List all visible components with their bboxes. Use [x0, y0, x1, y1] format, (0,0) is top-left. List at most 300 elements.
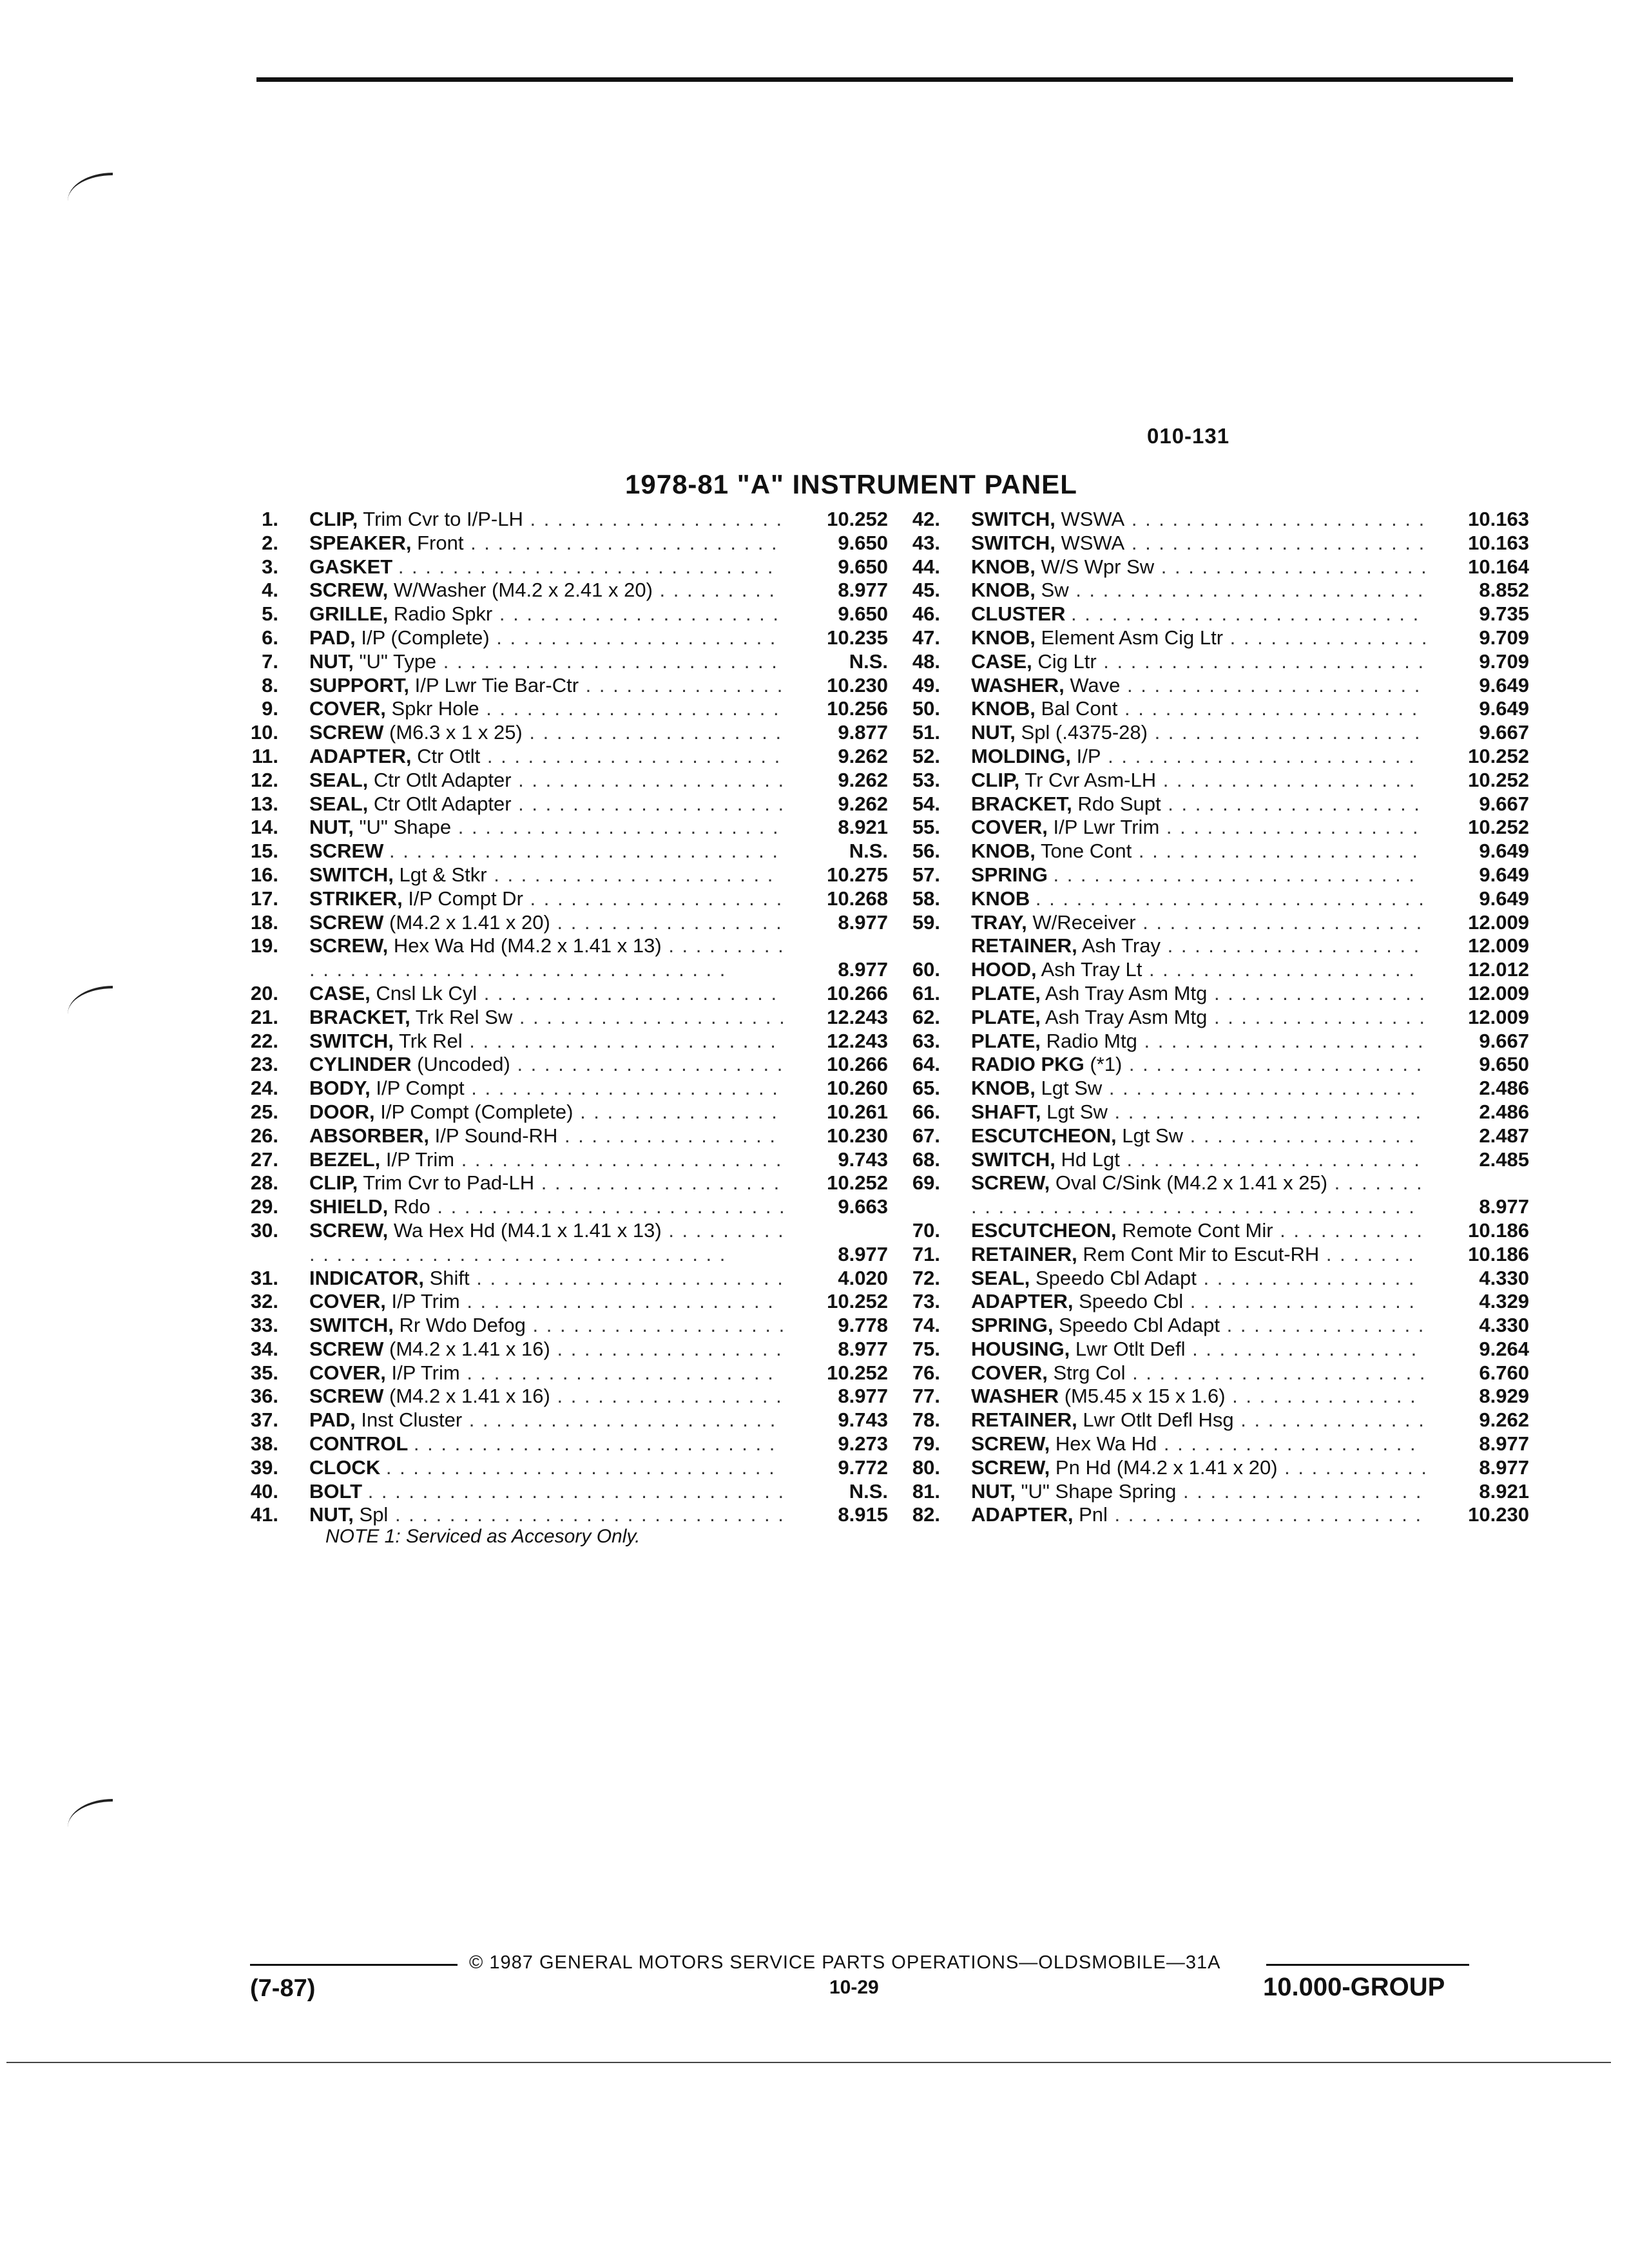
group-reference: 9.667: [1479, 792, 1529, 815]
group-reference: 8.977: [1479, 1456, 1529, 1479]
part-detail: Ctr Otlt: [417, 744, 481, 767]
dot-leader: . . . . . . . . . . . . . . . .: [1213, 1005, 1426, 1028]
part-description: [309, 1100, 786, 1124]
part-description: [309, 1195, 786, 1219]
dot-leader: . . . . . . . . . . . . . . . . . . .: [1166, 816, 1420, 839]
part-detail: Element Asm Cig Ltr: [1041, 626, 1224, 649]
part-number: 56.: [912, 840, 940, 863]
part-name: COVER,: [309, 697, 386, 720]
part-name: GASKET: [309, 555, 393, 578]
part-detail: W/Receiver: [1032, 910, 1136, 934]
group-reference: 8.977: [1479, 1432, 1529, 1456]
part-number: 14.: [250, 816, 278, 839]
part-detail: Strg Col: [1053, 1361, 1126, 1384]
dot-leader: . . . . . . . . . . . . . . . . . . .: [1163, 1432, 1417, 1456]
group-reference: 9.262: [1479, 1408, 1529, 1432]
part-detail: Ash Tray Asm Mtg: [1045, 981, 1208, 1004]
part-name: KNOB,: [971, 579, 1036, 602]
part-description: [309, 863, 786, 887]
part-name: RETAINER,: [971, 1408, 1077, 1432]
group-reference: 9.264: [1479, 1337, 1529, 1360]
group-reference: 9.735: [1479, 602, 1529, 626]
part-detail: Ash Tray Lt: [1041, 958, 1142, 981]
part-detail: I/P Compt: [376, 1077, 465, 1100]
part-name: SEAL,: [309, 792, 369, 815]
group-reference: 9.262: [838, 792, 888, 815]
part-name: KNOB,: [971, 1077, 1036, 1100]
part-name: ESCUTCHEON,: [971, 1124, 1117, 1147]
dot-leader: . . . . . . . . . . . . . . . . . . . . . . .: [470, 531, 778, 554]
part-description: [971, 816, 1429, 840]
part-description: [309, 816, 786, 840]
part-number: 28.: [250, 1171, 278, 1195]
part-description: [309, 602, 786, 626]
part-number: 51.: [912, 721, 940, 744]
part-name: NUT,: [971, 1479, 1016, 1503]
part-name: RADIO PKG: [971, 1053, 1084, 1076]
part-name: PAD,: [309, 626, 356, 649]
part-name: ADAPTER,: [971, 1290, 1074, 1313]
part-detail: Tone Cont: [1040, 840, 1132, 863]
part-name: BRACKET,: [971, 792, 1072, 815]
part-description: [971, 1314, 1429, 1338]
part-description: [971, 863, 1429, 887]
group-reference: 12.009: [1468, 934, 1529, 957]
part-description: [309, 1077, 786, 1100]
part-description: [971, 1171, 1429, 1219]
part-detail: Lgt & Stkr: [399, 863, 487, 886]
part-number: 81.: [912, 1479, 940, 1503]
part-description: [971, 1077, 1429, 1100]
part-number: 24.: [250, 1077, 278, 1100]
group-reference: 9.650: [838, 531, 888, 554]
group-reference: 8.977: [838, 958, 888, 981]
part-number: 80.: [912, 1456, 940, 1479]
dot-leader: . . . . . . . . . . . . . . . . . . . .: [518, 792, 786, 815]
part-name: SWITCH,: [971, 531, 1055, 554]
part-name: SCREW,: [309, 579, 389, 602]
dot-leader: . . . . . . . . . . . . . . . . . . . . . . .: [467, 1290, 775, 1313]
part-description: [309, 769, 786, 793]
part-description: [971, 745, 1429, 769]
dot-leader: . . . . . . . . . . . . . . . . . . . . . . . . . . . . .: [1035, 887, 1425, 910]
part-detail: Rdo Supt: [1077, 792, 1161, 815]
dot-leader: . . . . . . . . . . . . . . . . . . . . . . . .: [1103, 649, 1425, 673]
part-description: [309, 1148, 786, 1172]
part-detail: (M4.2 x 1.41 x 16): [389, 1337, 550, 1360]
dot-leader: . . . . . . . . . . . . . . . . . . . . . .: [1131, 508, 1426, 530]
part-name: COVER,: [309, 1361, 386, 1384]
part-description: [971, 1053, 1429, 1077]
part-detail: I/P: [1076, 744, 1101, 767]
dot-leader: . . . . . . . . . . . . . . . . . . . . . . . . . .: [1075, 579, 1425, 602]
part-name: SPRING,: [971, 1314, 1054, 1337]
part-detail: Ash Tray Asm Mtg: [1045, 1005, 1208, 1028]
part-number: 52.: [912, 744, 940, 767]
part-detail: I/P Lwr Trim: [1053, 816, 1160, 839]
dot-leader: . . . . . . . . . . . . . . . . . . . . .: [494, 863, 775, 886]
part-number: 1.: [262, 508, 278, 530]
part-description: [971, 1124, 1429, 1148]
part-description: [971, 650, 1429, 674]
part-name: KNOB: [971, 887, 1030, 910]
dot-leader: . . . . . . . . . . . . . . . .: [1213, 981, 1426, 1004]
part-number: 15.: [250, 840, 278, 863]
part-name: SCREW: [309, 910, 384, 934]
part-description: [309, 793, 786, 816]
dot-leader: . . . . . . . . . . . . . . . . .: [1192, 1337, 1418, 1360]
part-number: 19.: [250, 934, 278, 957]
part-number: 21.: [250, 1005, 278, 1028]
dot-leader: . . . . . . . . . . . . . . . . . . . . . . . . . . . . . . . . . . . . . . . .: [309, 934, 785, 981]
part-detail: "U" Type: [359, 649, 437, 673]
part-detail: "U" Shape Spring: [1021, 1479, 1177, 1503]
dot-leader: . . . . . . . . . . . . . . . . . . . . . . . . . . . . . . .: [367, 1479, 786, 1503]
part-name: SCREW: [309, 840, 384, 863]
group-reference: 9.649: [1479, 863, 1529, 886]
part-detail: Lgt Sw: [1122, 1124, 1184, 1147]
group-reference: 8.977: [838, 910, 888, 934]
dot-leader: . . . . . . . . . . . . . . . . .: [1190, 1124, 1416, 1147]
part-description: [971, 1503, 1429, 1527]
dot-leader: . . . . . . . . . . . . . . .: [1226, 1314, 1425, 1337]
part-name: SCREW: [309, 1337, 384, 1360]
revision-date: (7-87): [250, 1975, 316, 2002]
group-reference: 9.877: [838, 721, 888, 744]
dot-leader: . . . . . . .: [1325, 1242, 1415, 1265]
part-number: 18.: [250, 910, 278, 934]
part-description: [971, 1408, 1429, 1432]
part-name: SWITCH,: [971, 508, 1055, 530]
part-number: 75.: [912, 1337, 940, 1360]
footer-rule-left: [250, 1964, 458, 1966]
part-description: [309, 1267, 786, 1291]
part-name: CLIP,: [309, 508, 358, 530]
dot-leader: . . . . . . . . . . . . . . . . . . . . . .: [486, 697, 780, 720]
part-number: 11.: [251, 744, 278, 767]
part-detail: Trk Rel Sw: [415, 1005, 513, 1028]
part-number: 45.: [912, 579, 940, 602]
part-number: 22.: [250, 1029, 278, 1052]
group-reference: 9.649: [1479, 887, 1529, 910]
dot-leader: . . . . . . . . . . . . . . . . . . . . .: [496, 626, 777, 649]
group-reference: 12.009: [1468, 1005, 1529, 1028]
part-number: 39.: [250, 1456, 278, 1479]
part-detail: (Uncoded): [417, 1053, 510, 1076]
part-description: [309, 1456, 786, 1480]
part-number: 25.: [250, 1100, 278, 1123]
dot-leader: . . . . . . . . . . . . . . . . . . . . . . . . . . . . .: [389, 840, 779, 863]
copyright-line: © 1987 GENERAL MOTORS SERVICE PARTS OPERATIONS—OLDSMOBILE—31A: [469, 1952, 1221, 1973]
part-number: 76.: [912, 1361, 940, 1384]
part-name: SCREW,: [971, 1171, 1050, 1195]
part-name: SEAL,: [971, 1266, 1030, 1289]
part-number: 73.: [912, 1290, 940, 1313]
part-name: SEAL,: [309, 768, 369, 791]
part-number: 33.: [250, 1314, 278, 1337]
page-number: 10-29: [829, 1977, 879, 1998]
part-detail: (M4.2 x 1.41 x 16): [389, 1385, 550, 1408]
part-name: WASHER: [971, 1385, 1059, 1408]
dot-leader: . . . . . . . . . . . . . . . . . . . . . . .: [467, 1361, 775, 1384]
part-name: STRIKER,: [309, 887, 403, 910]
group-reference: 10.261: [827, 1100, 888, 1123]
part-number: 8.: [262, 673, 278, 697]
group-reference: 8.921: [1479, 1479, 1529, 1503]
part-description: [971, 508, 1429, 532]
dot-leader: . . . . . . . . . . . . . . . . . . .: [530, 508, 784, 530]
part-number: 65.: [912, 1077, 940, 1100]
group-reference: 10.252: [827, 508, 888, 530]
part-description: [971, 1148, 1429, 1172]
part-description: [971, 840, 1429, 863]
part-detail: (M4.2 x 1.41 x 20): [389, 910, 550, 934]
part-number: 42.: [912, 508, 940, 530]
part-detail: I/P Compt Dr: [408, 887, 523, 910]
part-name: COVER,: [971, 1361, 1048, 1384]
binder-hole-mark: [68, 1799, 113, 1827]
part-description: [309, 697, 786, 721]
group-reference: 9.663: [838, 1195, 888, 1218]
group-reference: 10.186: [1468, 1242, 1529, 1265]
part-detail: Lgt Sw: [1046, 1100, 1108, 1123]
part-description: [309, 745, 786, 769]
group-reference: 10.275: [827, 863, 888, 886]
part-number: 4.: [262, 579, 278, 602]
dot-leader: . . . . . . . . . . .: [1284, 1456, 1429, 1479]
part-name: SCREW: [309, 721, 384, 744]
dot-leader: . . . . . . . . . . . . . . . . . . . . . . . . . . . . .: [385, 1456, 776, 1479]
group-reference: N.S.: [849, 649, 888, 673]
part-detail: Hex Wa Hd (M4.2 x 1.41 x 13): [393, 934, 662, 957]
part-number: 57.: [912, 863, 940, 886]
part-number: 20.: [250, 981, 278, 1004]
group-reference: 8.929: [1479, 1385, 1529, 1408]
dot-leader: . . . . . . . . . . . . . . . . . . . . . . .: [1108, 744, 1416, 767]
part-detail: Sw: [1041, 579, 1069, 602]
group-reference: 12.009: [1468, 910, 1529, 934]
part-name: PLATE,: [971, 981, 1041, 1004]
part-description: [309, 1338, 786, 1361]
part-number: 41.: [250, 1503, 278, 1526]
part-description: [309, 674, 786, 698]
part-description: [309, 1124, 786, 1148]
part-description: [309, 1314, 786, 1338]
part-name: SPEAKER,: [309, 531, 412, 554]
part-name: PLATE,: [971, 1005, 1041, 1028]
dot-leader: . . . . . . . . . . . . . . .: [580, 1100, 778, 1123]
part-number: 26.: [250, 1124, 278, 1147]
part-number: 55.: [912, 816, 940, 839]
group-reference: 9.649: [1479, 697, 1529, 720]
part-number: 61.: [912, 981, 940, 1004]
group-reference: 8.977: [838, 579, 888, 602]
part-detail: Tr Cvr Asm-LH: [1025, 768, 1157, 791]
part-description: [309, 721, 786, 745]
part-description: [309, 508, 786, 532]
part-name: NUT,: [971, 721, 1016, 744]
part-detail: Ctr Otlt Adapter: [373, 768, 512, 791]
part-detail: Spl (.4375-28): [1021, 721, 1148, 744]
group-reference: 10.252: [1468, 744, 1529, 767]
part-name: COVER,: [309, 1290, 386, 1313]
dot-leader: . . . . . . . . . . . . . . . . . . . . .: [499, 602, 780, 626]
part-description: [309, 1006, 786, 1030]
part-name: CLUSTER: [971, 602, 1066, 626]
figure-id: 010-131: [1147, 424, 1230, 448]
group-reference: 9.778: [838, 1314, 888, 1337]
part-description: [971, 934, 1429, 958]
dot-leader: . . . . . . . . . . . . . . . . . . . . . . .: [471, 1077, 779, 1100]
part-name: ADAPTER,: [309, 744, 412, 767]
group-reference: 10.256: [827, 697, 888, 720]
part-name: PAD,: [309, 1408, 356, 1432]
part-description: [971, 1385, 1429, 1408]
part-description: [309, 1432, 786, 1456]
group-reference: 9.649: [1479, 673, 1529, 697]
part-detail: I/P Sound-RH: [434, 1124, 558, 1147]
part-description: [971, 1432, 1429, 1456]
part-number: 30.: [250, 1218, 278, 1242]
part-number: 68.: [912, 1148, 940, 1171]
group-reference: 12.012: [1468, 958, 1529, 981]
part-name: SWITCH,: [971, 1148, 1055, 1171]
part-detail: Remote Cont Mir: [1122, 1218, 1273, 1242]
part-number: 10.: [250, 721, 278, 744]
dot-leader: . . . . . . . . . . . . . . . . . .: [541, 1171, 781, 1195]
part-description: [309, 1385, 786, 1408]
group-reference: 9.709: [1479, 626, 1529, 649]
dot-leader: . . . . . . . . . . . . . . . . . .: [1183, 1479, 1423, 1503]
part-number: 32.: [250, 1290, 278, 1313]
part-description: [971, 911, 1429, 935]
dot-leader: . . . . . . . . . . . . . . . . . . . . . .: [483, 981, 778, 1004]
part-description: [309, 1480, 786, 1504]
part-name: SHIELD,: [309, 1195, 389, 1218]
part-description: [309, 982, 786, 1006]
dot-leader: . . . . . . . . . . . . . . . . . . . . . .: [1131, 531, 1426, 554]
part-detail: Ash Tray: [1081, 934, 1161, 957]
part-name: SWITCH,: [309, 1029, 394, 1052]
part-name: SPRING: [971, 863, 1048, 886]
part-detail: Cnsl Lk Cyl: [376, 981, 477, 1004]
part-description: [971, 1243, 1429, 1267]
part-number: 69.: [912, 1171, 940, 1195]
part-detail: I/P (Complete): [361, 626, 490, 649]
part-number: 70.: [912, 1218, 940, 1242]
part-detail: Rdo: [393, 1195, 430, 1218]
group-reference: 8.852: [1479, 579, 1529, 602]
part-name: TRAY,: [971, 910, 1027, 934]
part-number: 40.: [250, 1479, 278, 1503]
part-detail: Cig Ltr: [1037, 649, 1097, 673]
part-number: 74.: [912, 1314, 940, 1337]
group-reference: 10.252: [827, 1361, 888, 1384]
part-description: [971, 793, 1429, 816]
part-number: 34.: [250, 1337, 278, 1360]
group-number: 10.000-GROUP: [1263, 1973, 1445, 2001]
part-name: CYLINDER: [309, 1053, 412, 1076]
part-number: 66.: [912, 1100, 940, 1123]
part-number: 7.: [262, 649, 278, 673]
part-number: 44.: [912, 555, 940, 578]
part-detail: "U" Shape: [359, 816, 452, 839]
part-detail: Inst Cluster: [361, 1408, 463, 1432]
part-detail: WSWA: [1061, 508, 1125, 530]
part-number: 77.: [912, 1385, 940, 1408]
part-name: ESCUTCHEON,: [971, 1218, 1117, 1242]
group-reference: 12.009: [1468, 981, 1529, 1004]
dot-leader: . . . . . . . . . . . . . . . . . . . . . . .: [476, 1266, 784, 1289]
part-name: BOLT: [309, 1479, 363, 1503]
part-detail: Trk Rel: [398, 1029, 463, 1052]
part-number: 35.: [250, 1361, 278, 1384]
part-description: [309, 1361, 786, 1385]
dot-leader: . . . . . . . . . . . . . . . . . . . . . .: [1128, 1053, 1423, 1076]
dot-leader: . . . . . . . . . . . . . . . . . . . . .: [1138, 840, 1420, 863]
group-reference: 9.273: [838, 1432, 888, 1456]
part-number: 78.: [912, 1408, 940, 1432]
part-name: GRILLE,: [309, 602, 389, 626]
group-reference: N.S.: [849, 1479, 888, 1503]
part-name: SCREW,: [971, 1432, 1050, 1456]
part-number: 67.: [912, 1124, 940, 1147]
dot-leader: . . . . . . . . . . . . . . . . . . . . . .: [1124, 697, 1419, 720]
group-reference: 2.486: [1479, 1100, 1529, 1123]
part-name: SHAFT,: [971, 1100, 1041, 1123]
binder-hole-mark: [68, 173, 113, 201]
group-reference: 10.252: [827, 1171, 888, 1195]
group-reference: 10.252: [1468, 768, 1529, 791]
group-reference: 10.252: [827, 1290, 888, 1313]
part-detail: Pnl: [1079, 1503, 1108, 1526]
group-reference: 8.977: [838, 1385, 888, 1408]
dot-leader: . . . . . . . . . . . . . . . . . . . . .: [1144, 1029, 1425, 1052]
part-description: [971, 1456, 1429, 1480]
part-number: 36.: [250, 1385, 278, 1408]
dot-leader: . . . . . . . . . . . . . . . .: [564, 1124, 776, 1147]
part-detail: Trim Cvr to I/P-LH: [363, 508, 523, 530]
dot-leader: . . . . . . . . . . . . . . . . . . . . . . . . . . . . .: [394, 1503, 785, 1526]
group-reference: 9.262: [838, 744, 888, 767]
part-name: KNOB,: [971, 555, 1036, 578]
part-detail: (M5.45 x 15 x 1.6): [1064, 1385, 1226, 1408]
part-detail: (*1): [1090, 1053, 1123, 1076]
group-reference: 8.921: [838, 816, 888, 839]
group-reference: 12.243: [827, 1029, 888, 1052]
part-number: 49.: [912, 673, 940, 697]
dot-leader: . . . . . . . . . . . . . . . . . . . . . . . .: [461, 1148, 783, 1171]
part-detail: Pn Hd (M4.2 x 1.41 x 20): [1055, 1456, 1278, 1479]
dot-leader: . . . . . . . . . . . . . . . . . . . .: [1148, 958, 1416, 981]
part-detail: Bal Cont: [1041, 697, 1118, 720]
part-name: CASE,: [309, 981, 371, 1004]
part-number: 2.: [262, 531, 278, 554]
part-detail: Rem Cont Mir to Escut-RH: [1083, 1242, 1320, 1265]
dot-leader: . . . . . . . . . . . . . . . . .: [557, 1385, 783, 1408]
part-detail: Oval C/Sink (M4.2 x 1.41 x 25): [1055, 1171, 1328, 1195]
dot-leader: . . . . . . . . . . . . . . . . . . . . . . . . . .: [1071, 602, 1420, 626]
part-description: [309, 650, 786, 674]
part-number: 47.: [912, 626, 940, 649]
dot-leader: . . . . . . . . . . . . . . . . . . . . . . . . . . . .: [398, 555, 775, 578]
part-number: 29.: [250, 1195, 278, 1218]
dot-leader: . . . . . . . . . . . . . . . . . . . . . .: [1126, 1148, 1421, 1171]
part-number: 13.: [250, 792, 278, 815]
group-reference: 9.262: [838, 768, 888, 791]
part-name: SUPPORT,: [309, 673, 410, 697]
dot-leader: . . . . . . . . . . . . . . . . . . . . . . . . . . . . . . . . . . . . . . . .: [309, 1218, 785, 1265]
